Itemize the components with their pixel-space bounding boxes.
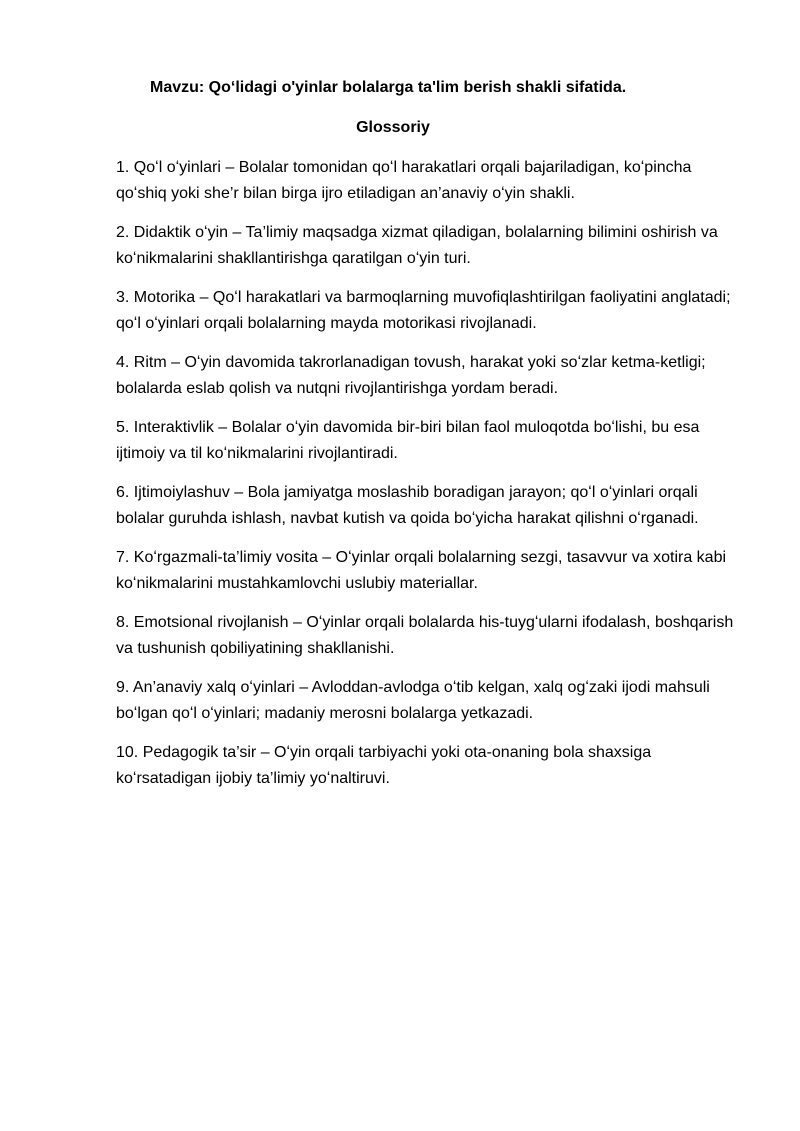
glossary-item: 6. Ijtimoiylashuv – Bola jamiyatga moslashib boradigan jarayon; qoʻl oʻyinlari orqali bolalar guruhda ishlash, navbat kutish va qoida boʻyicha harakat qilishni oʻrganadi. — [116, 484, 699, 527]
glossary-item: 2. Didaktik oʻyin – Ta’limiy maqsadga xizmat qiladigan, bolalarning bilimini oshirish va koʻnikmalarini shakllantirishga qaratilgan oʻyin turi. — [116, 224, 718, 267]
glossary-item: 5. Interaktivlik – Bolalar oʻyin davomida bir-biri bilan faol muloqotda boʻlishi, bu esa ijtimoiy va til koʻnikmalarini rivojlantiradi. — [116, 419, 700, 462]
glossary-item: 4. Ritm – Oʻyin davomida takrorlanadigan tovush, harakat yoki soʻzlar ketma-ketligi; bolalarda eslab qolish va nutqni rivojlantirishga yordam beradi. — [116, 354, 706, 397]
document-subtitle: Glossoriy — [356, 119, 430, 136]
glossary-list — [116, 155, 740, 805]
glossary-item: 9. An’anaviy xalq oʻyinlari – Avloddan-avlodga oʻtib kelgan, xalq ogʻzaki ijodi mahsuli boʻlgan qoʻl oʻyinlari; madaniy merosni bolalarga yetkazadi. — [116, 679, 710, 722]
glossary-item: 7. Koʻrgazmali-ta’limiy vosita – Oʻyinlar orqali bolalarning sezgi, tasavvur va xotira kabi koʻnikmalarini mustahkamlovchi uslubiy materiallar. — [116, 549, 727, 592]
glossary-item: 3. Motorika – Qoʻl harakatlari va barmoqlarning muvofiqlashtirilgan faoliyatini anglatadi; qoʻl oʻyinlari orqali bolalarning mayda motorikasi rivojlanadi. — [116, 289, 731, 332]
glossary-item: 8. Emotsional rivojlanish – Oʻyinlar orqali bolalarda his-tuygʻularni ifodalash, boshqarish va tushunish qobiliyatining shakllanishi. — [116, 614, 734, 657]
glossary-item: 10. Pedagogik ta’sir – Oʻyin orqali tarbiyachi yoki ota-onaning bola shaxsiga koʻrsatadigan ijobiy ta’limiy yoʻnaltiruvi. — [116, 744, 652, 787]
document-title: Mavzu: Qoʻlidagi o'yinlar bolalarga ta'lim berish shakli sifatida. — [150, 79, 627, 96]
glossary-item: 1. Qoʻl oʻyinlari – Bolalar tomonidan qoʻl harakatlari orqali bajariladigan, koʻpincha qoʻshiq yoki she’r bilan birga ijro etiladigan an’anaviy oʻyin shakli. — [116, 159, 692, 202]
